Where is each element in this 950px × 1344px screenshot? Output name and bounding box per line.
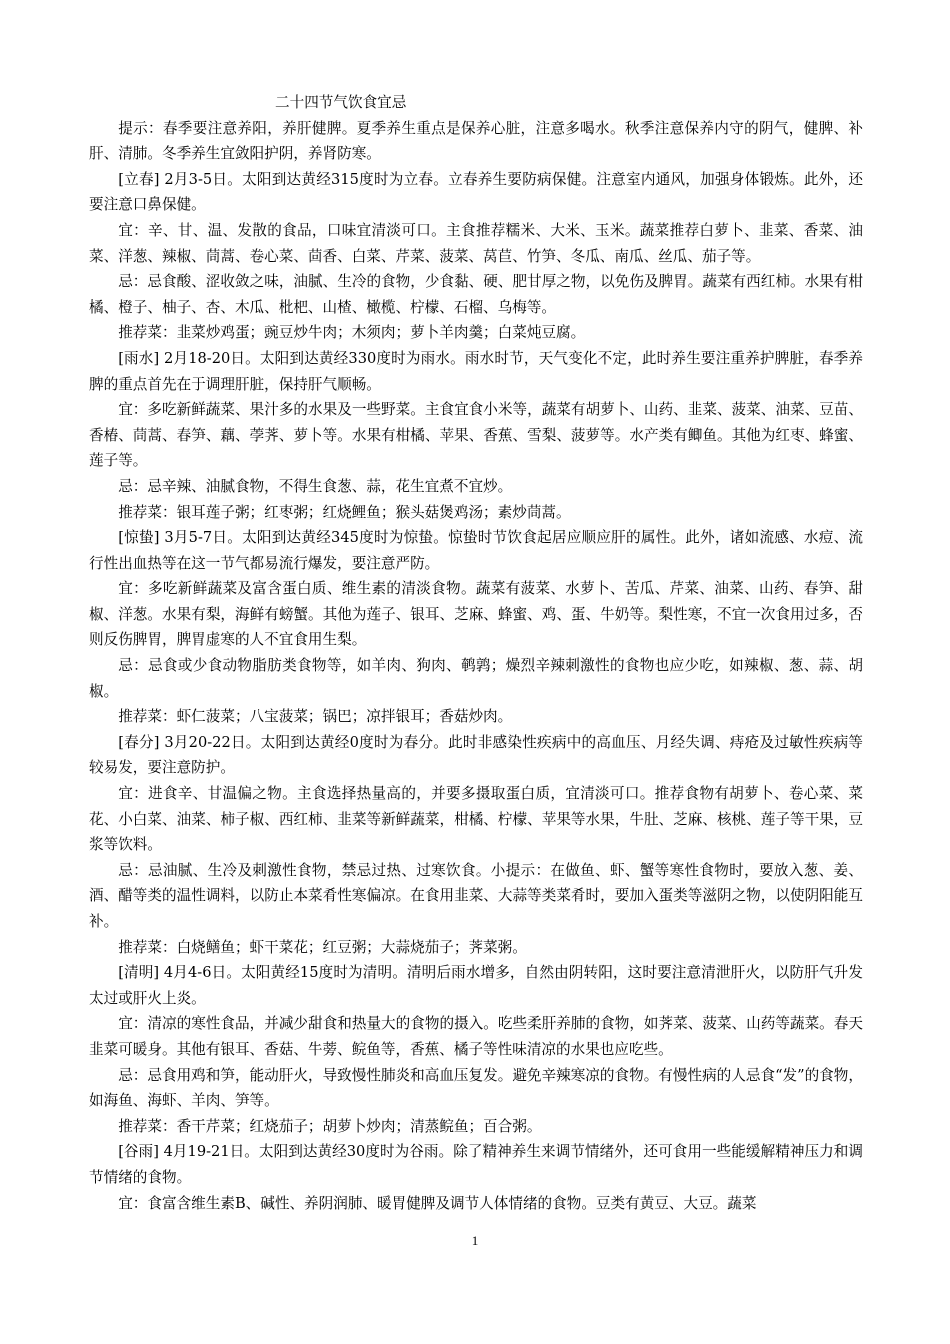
paragraph: [春分] 3月20-22日。太阳到达黄经0度时为春分。此时非感染性疾病中的高血压、月经失调、痔疮及过敏性疾病等较易发，要注意防护。 bbox=[89, 733, 863, 777]
paragraph: [雨水] 2月18-20日。太阳到达黄经330度时为雨水。雨水时节，天气变化不定，此时养生要注重养护脾脏，春季养脾的重点首先在于调理肝脏，保持肝气顺畅。 bbox=[89, 349, 863, 393]
paragraph: 忌：忌辛辣、油腻食物，不得生食葱、蒜，花生宜煮不宜炒。 bbox=[118, 477, 513, 495]
paragraph: 忌：忌食用鸡和笋，能动肝火，导致慢性肺炎和高血压复发。避免辛辣寒凉的食物。有慢性病的人忌食“发”的食物，如海鱼、海虾、羊肉、笋等。 bbox=[89, 1066, 863, 1110]
paragraph: [谷雨] 4月19-21日。太阳到达黄经30度时为谷雨。除了精神养生来调节情绪外，还可食用一些能缓解精神压力和调节情绪的食物。 bbox=[89, 1143, 863, 1186]
paragraph: 宜：多吃新鲜蔬菜、果汁多的水果及一些野菜。主食宜食小米等，蔬菜有胡萝卜、山药、韭菜、菠菜、油菜、豆苗、香椿、茼蒿、春笋、藕、荸荠、萝卜等。水果有柑橘、苹果、香蕉、雪梨、菠萝等。水产类有鲫鱼。其他为红枣、蜂蜜、莲子等。 bbox=[89, 401, 863, 470]
paragraph: 宜：食富含维生素B、碱性、养阴润肺、暖胃健脾及调节人体情绪的食物。豆类有黄豆、大豆。蔬菜 bbox=[118, 1194, 757, 1212]
page-number: 1 bbox=[471, 1233, 479, 1248]
paragraph: 忌：忌食或少食动物脂肪类食物等，如羊肉、狗肉、鹌鹑；燥烈辛辣刺激性的食物也应少吃，如辣椒、葱、蒜、胡椒。 bbox=[89, 657, 863, 700]
paragraph: 推荐菜：银耳莲子粥；红枣粥；红烧鲤鱼；猴头菇煲鸡汤；素炒茼蒿。 bbox=[118, 503, 571, 521]
paragraph: [立春] 2月3-5日。太阳到达黄经315度时为立春。立春养生要防病保健。注意室内通风，加强身体锻炼。此外，还要注意口鼻保健。 bbox=[89, 170, 863, 214]
document-body bbox=[89, 90, 863, 1216]
paragraph: 推荐菜：韭菜炒鸡蛋；豌豆炒牛肉；木须肉；萝卜羊肉羹；白菜炖豆腐。 bbox=[118, 324, 586, 342]
paragraph: 宜：清凉的寒性食品，并减少甜食和热量大的食物的摄入。吃些柔肝养肺的食物，如荠菜、菠菜、山药等蔬菜。春天韭菜可暖身。其他有银耳、香菇、牛蒡、鲩鱼等，香蕉、橘子等性味清凉的水果也应吃些。 bbox=[89, 1015, 863, 1058]
paragraph: 忌：忌食酸、涩收敛之味，油腻、生冷的食物，少食黏、硬、肥甘厚之物，以免伤及脾胃。蔬菜有西红柿。水果有柑橘、橙子、柚子、杏、木瓜、枇杷、山楂、橄榄、柠檬、石榴、乌梅等。 bbox=[89, 273, 863, 316]
paragraph: 提示：春季要注意养阳，养肝健脾。夏季养生重点是保养心脏，注意多喝水。秋季注意保养内守的阴气，健脾、补肝、清肺。冬季养生宜敛阳护阴，养肾防寒。 bbox=[89, 119, 863, 163]
paragraph: 推荐菜：虾仁菠菜；八宝菠菜；锅巴；凉拌银耳；香菇炒肉。 bbox=[118, 708, 513, 726]
paragraph: [清明] 4月4-6日。太阳黄经15度时为清明。清明后雨水增多，自然由阴转阳，这时要注意清泄肝火，以防肝气升发太过或肝火上炎。 bbox=[89, 964, 863, 1007]
paragraph: 推荐菜：白烧鳝鱼；虾干菜花；红豆粥；大蒜烧茄子；荠菜粥。 bbox=[118, 938, 527, 956]
paragraph: 推荐菜：香干芹菜；红烧茄子；胡萝卜炒肉；清蒸鲩鱼；百合粥。 bbox=[118, 1117, 542, 1135]
paragraph: 宜：多吃新鲜蔬菜及富含蛋白质、维生素的清淡食物。蔬菜有菠菜、水萝卜、苦瓜、芹菜、油菜、山药、春笋、甜椒、洋葱。水果有梨，海鲜有螃蟹。其他为莲子、银耳、芝麻、蜂蜜、鸡、蛋、牛奶等。梨性寒，不宜一次食用过多，否则反伤脾胃，脾胃虚寒的人不宜食用生梨。 bbox=[89, 580, 863, 649]
paragraph: [惊蛰] 3月5-7日。太阳到达黄经345度时为惊蛰。惊蛰时节饮食起居应顺应肝的属性。此外，诸如流感、水痘、流行性出血热等在这一节气都易流行爆发，要注意严防。 bbox=[89, 529, 863, 572]
paragraph: 宜：进食辛、甘温偏之物。主食选择热量高的，并要多摄取蛋白质，宜清淡可口。推荐食物有胡萝卜、卷心菜、菜花、小白菜、油菜、柿子椒、西红柿、韭菜等新鲜蔬菜，柑橘、柠檬、苹果等水果，牛肚、芝麻、核桃、莲子等干果，豆浆等饮料。 bbox=[89, 785, 863, 854]
paragraph: 宜：辛、甘、温、发散的食品，口味宜清淡可口。主食推荐糯米、大米、玉米。蔬菜推荐白萝卜、韭菜、香菜、油菜、洋葱、辣椒、茼蒿、卷心菜、茴香、白菜、芹菜、菠菜、莴苣、竹笋、冬瓜、南瓜、丝瓜、茄子等。 bbox=[89, 221, 863, 265]
document-title: 二十四节气饮食宜忌 bbox=[275, 94, 407, 111]
paragraph: 忌：忌油腻、生冷及刺激性食物，禁忌过热、过寒饮食。小提示：在做鱼、虾、蟹等寒性食物时，要放入葱、姜、酒、醋等类的温性调料，以防止本菜肴性寒偏凉。在食用韭菜、大蒜等类菜肴时，要加入蛋类等滋阴之物，以使阴阳能互补。 bbox=[89, 861, 863, 930]
